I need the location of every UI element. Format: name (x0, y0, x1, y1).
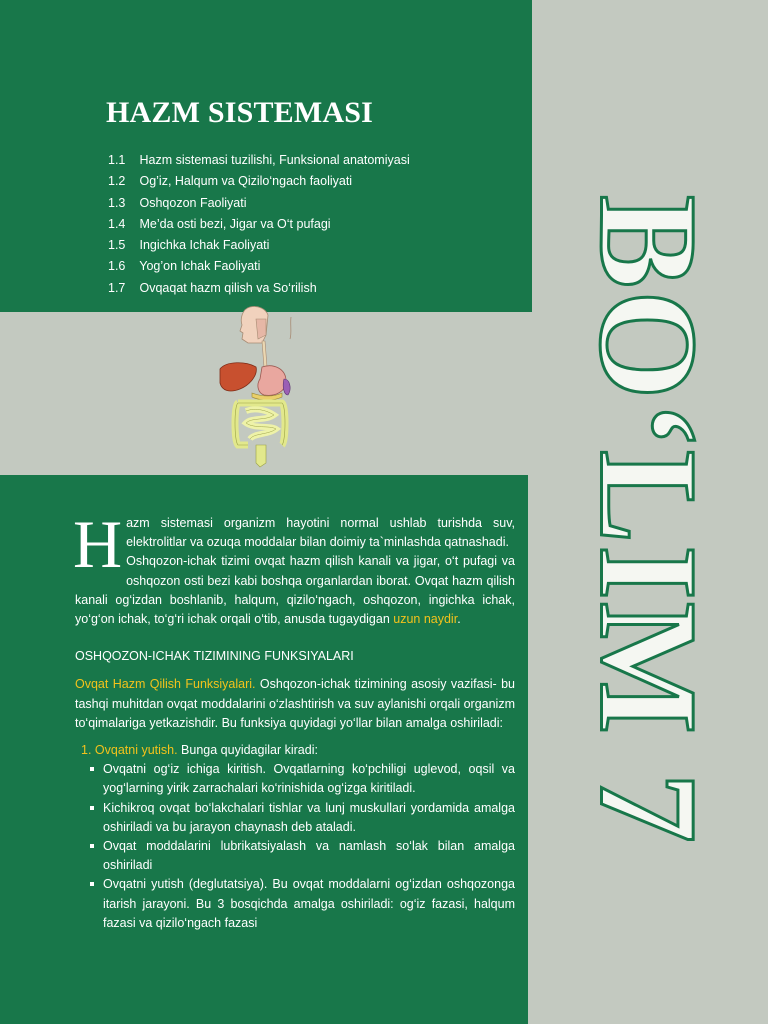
section-lead-highlight: Ovqat Hazm Qilish Funksiyalari. (75, 677, 256, 692)
intro-paragraph (73, 506, 515, 582)
toc-item[interactable] (108, 193, 410, 214)
table-of-contents (108, 150, 410, 299)
digestive-system-illustration (212, 305, 302, 475)
toc-title: Og’iz, Halqum va Qizilo‘ngach faoliyati (139, 174, 353, 189)
toc-title: Oshqozon Faoliyati (139, 195, 247, 210)
drop-cap: H (73, 506, 123, 582)
section-lead-paragraph (75, 675, 515, 733)
bullet-item: Ovqatni og‘iz ichiga kiritish. Ovqatlarning ko‘pchiligi uglevod, oqsil va yog‘larning yirik zarrachalari ko‘rinishida og‘izga kiritiladi. (103, 760, 515, 798)
intro-text: azm sistemasi organizm hayotini normal ushlab turishda suv, elektrolitlar va ozuqa moddalar bilan doimiy ta`minlashda qatnashadi. (126, 516, 515, 550)
toc-number: 1.2 (108, 174, 126, 189)
toc-title: Hazm sistemasi tuzilishi, Funksional anatomiyasi (139, 153, 410, 167)
toc-number: 1.5 (108, 238, 126, 253)
toc-number: 1.3 (108, 195, 126, 210)
toc-item[interactable] (108, 171, 410, 192)
numbered-list (81, 741, 515, 933)
toc-item[interactable] (108, 256, 410, 277)
bullet-item: Kichikroq ovqat bo‘lakchalari tishlar va lunj muskullari yordamida amalga oshiriladi va bu jarayon chaynash deb ataladi. (103, 799, 515, 837)
chapter-vertical-label: BO‘LIM 7 (570, 195, 726, 845)
toc-item[interactable] (108, 150, 410, 171)
toc-item[interactable] (108, 278, 410, 299)
toc-item[interactable] (108, 235, 410, 256)
intro-paragraph-2 (75, 552, 515, 629)
list-item-text: Bunga quyidagilar kiradi: (177, 743, 318, 758)
bullet-item: Ovqat moddalarini lubrikatsiyalash va namlash so‘lak bilan amalga oshiriladi (103, 837, 515, 875)
toc-number: 1.6 (108, 259, 126, 274)
section-heading: OSHQOZON-ICHAK TIZIMINING FUNKSIYALARI (75, 649, 354, 664)
chapter-body (73, 506, 516, 933)
toc-item[interactable] (108, 214, 410, 235)
toc-title: Me’da osti bezi, Jigar va O‘t pufagi (139, 216, 331, 231)
toc-number: 1.4 (108, 216, 126, 231)
toc-title: Ovqaqat hazm qilish va So‘rilish (139, 280, 317, 295)
highlighted-term: uzun naydir (393, 612, 458, 627)
list-item (81, 741, 515, 933)
toc-number: 1.7 (108, 280, 126, 295)
section-lead-text: Oshqozon-ichak tizimining asosiy vazifasi- bu tashqi muhitdan ovqat moddalarini o‘zlashtirish va suv aylanishi orqali organizm to‘qimalariga yetkazishdir. Bu funksiya quyidagi yo‘llar bilan amalga oshiriladi: (75, 677, 516, 730)
toc-number: 1.1 (108, 153, 126, 167)
toc-title: Yog’on Ichak Faoliyati (139, 259, 261, 274)
bullet-list (81, 760, 515, 933)
chapter-title: HAZM SISTEMASI (106, 96, 374, 129)
intro-text-2: Oshqozon-ichak tizimi ovqat hazm qilish kanali va jigar, o‘t pufagi va oshqozon osti bezi kabi boshqa organlardan iborat. Ovqat hazm qilish kanali og‘izdan boshlanib, halqum, qizilo‘ngach, oshqozon, ingichka ichak, yo‘g‘on ichak, to‘g‘ri ichak orqali o‘tib, anusda tugaydigan (75, 554, 515, 627)
bullet-item: Ovqatni yutish (deglutatsiya). Bu ovqat moddalarni og‘izdan oshqozonga itarish jarayoni. Bu 3 bosqichda amalga oshiriladi: og‘iz fazasi, halqum fazasi va qizilo‘ngach fazasi (103, 875, 515, 933)
toc-title: Ingichka Ichak Faoliyati (139, 238, 270, 253)
intro-text-2-end: . (457, 612, 461, 627)
list-item-label: 1. Ovqatni yutish. (81, 743, 178, 758)
